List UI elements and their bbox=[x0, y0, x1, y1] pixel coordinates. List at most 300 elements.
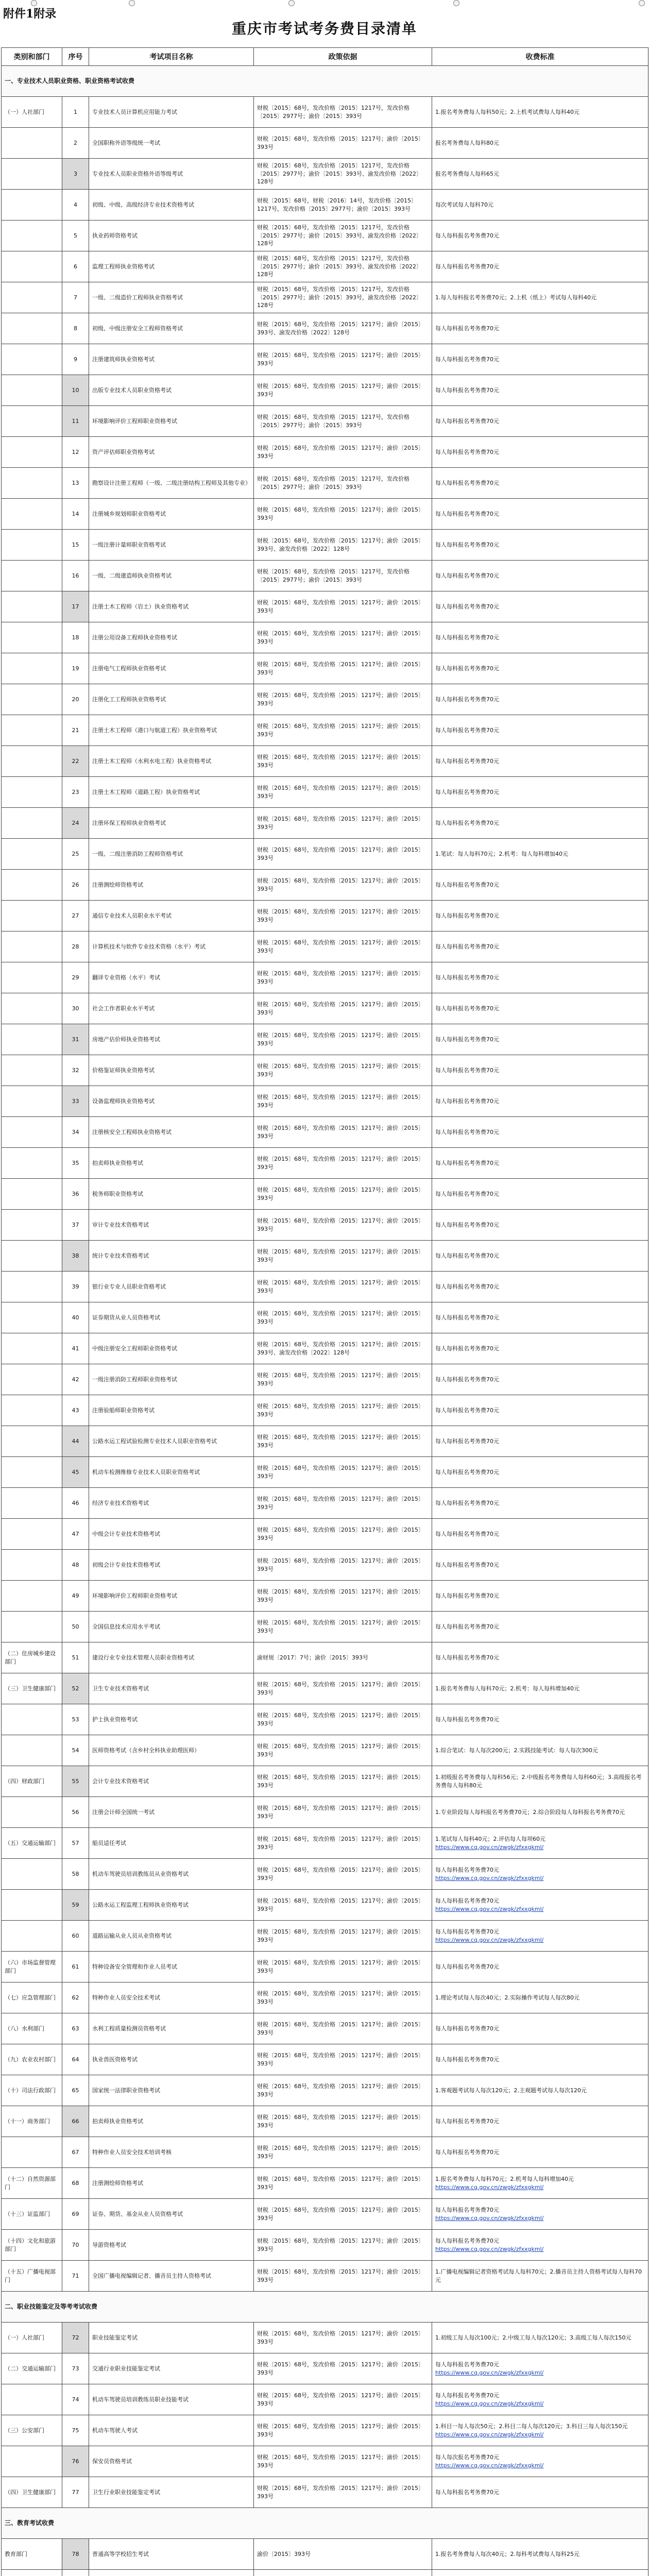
table-row bbox=[2, 1890, 648, 1921]
exam-name-cell bbox=[89, 2013, 254, 2044]
table-row bbox=[2, 653, 648, 684]
policy-basis-cell bbox=[254, 221, 432, 251]
fee-standard-cell-text: 每人每科报名考务费70元 bbox=[435, 510, 499, 517]
exam-name-cell bbox=[89, 344, 254, 375]
category-cell bbox=[2, 1766, 62, 1797]
column-handle-icon[interactable] bbox=[639, 0, 645, 6]
exam-name-cell bbox=[89, 1024, 254, 1055]
exam-name-cell bbox=[89, 653, 254, 684]
policy-link[interactable]: https://www.cq.gov.cn/zwgk/zfxxgkml/ bbox=[435, 2400, 544, 2407]
exam-name-cell bbox=[89, 2261, 254, 2292]
fee-standard-cell-text: 1.每人每科报名考务费70元；2.上机（纸上）考试每人每科40元 bbox=[435, 294, 596, 301]
seq-cell bbox=[62, 2106, 89, 2137]
exam-name-cell bbox=[89, 1272, 254, 1302]
policy-basis-cell-text: 财税〔2015〕68号，发改价格〔2015〕1217号；渝价〔2015〕393号 bbox=[257, 1001, 424, 1016]
table-row bbox=[2, 437, 648, 468]
seq-cell bbox=[62, 2446, 89, 2477]
policy-basis-cell bbox=[254, 746, 432, 777]
policy-basis-cell bbox=[254, 2013, 432, 2044]
fee-standard-cell bbox=[432, 1519, 648, 1550]
seq-cell-text: 18 bbox=[72, 634, 79, 641]
fee-standard-cell bbox=[432, 1735, 648, 1766]
policy-basis-cell bbox=[254, 1210, 432, 1241]
fee-standard-cell bbox=[432, 1890, 648, 1921]
policy-basis-cell-text: 财税〔2015〕68号，发改价格〔2015〕1217号；渝价〔2015〕393号 bbox=[257, 939, 424, 954]
fee-standard-cell bbox=[432, 715, 648, 746]
exam-name-cell bbox=[89, 1673, 254, 1704]
policy-link[interactable]: https://www.cq.gov.cn/zwgk/zfxxgkml/ bbox=[435, 1874, 544, 1882]
policy-basis-cell-text: 财税〔2015〕68号，发改价格〔2015〕1217号，发改价格〔2015〕2977号；渝价〔2015〕393号 bbox=[257, 104, 409, 120]
exam-name-cell-text: 普通高等学校招生考试 bbox=[92, 2550, 149, 2557]
exam-name-cell bbox=[89, 128, 254, 159]
policy-basis-cell bbox=[254, 1612, 432, 1642]
category-cell bbox=[2, 808, 62, 839]
exam-name-cell-text: 公路水运工程监理工程师执业资格考试 bbox=[92, 1901, 189, 1908]
seq-cell-text: 50 bbox=[72, 1623, 79, 1630]
policy-basis-cell-text: 财税〔2015〕68号，发改价格〔2015〕1217号，发改价格〔2015〕2977号；渝价〔2015〕393号 bbox=[257, 413, 409, 429]
policy-basis-cell bbox=[254, 159, 432, 190]
policy-basis-cell-text: 财税〔2015〕68号，发改价格〔2015〕1217号；渝价〔2015〕393号 bbox=[257, 1681, 424, 1696]
seq-cell bbox=[62, 221, 89, 251]
fee-standard-cell bbox=[432, 282, 648, 313]
fee-standard-cell bbox=[432, 1550, 648, 1581]
exam-name-cell bbox=[89, 1828, 254, 1859]
fee-standard-cell bbox=[432, 591, 648, 622]
fee-standard-cell-text: 每人每科报名考务费70元 bbox=[435, 1314, 499, 1321]
fee-standard-cell bbox=[432, 1024, 648, 1055]
exam-name-cell bbox=[89, 159, 254, 190]
seq-cell bbox=[62, 2539, 89, 2570]
exam-name-cell bbox=[89, 468, 254, 499]
exam-name-cell bbox=[89, 2539, 254, 2570]
seq-cell-text: 27 bbox=[72, 912, 79, 919]
fee-standard-cell bbox=[432, 2570, 648, 2576]
fee-standard-cell-text: 每人每科报名考务费70元 bbox=[435, 2148, 499, 2156]
policy-basis-cell bbox=[254, 808, 432, 839]
category-cell bbox=[2, 282, 62, 313]
exam-name-cell bbox=[89, 313, 254, 344]
policy-basis-cell-text: 财税〔2015〕68号，发改价格〔2015〕1217号，发改价格〔2015〕2977号；渝价〔2015〕393号、渝发改价格〔2022〕128号 bbox=[257, 255, 422, 278]
seq-cell bbox=[62, 1488, 89, 1519]
fee-standard-cell-text: 每人每科报名考务费70元 bbox=[435, 1283, 499, 1290]
category-cell bbox=[2, 128, 62, 159]
category-cell bbox=[2, 221, 62, 251]
seq-cell bbox=[62, 2384, 89, 2415]
exam-name-cell bbox=[89, 1148, 254, 1179]
exam-name-cell bbox=[89, 251, 254, 282]
policy-basis-cell-text: 财税〔2015〕68号，发改价格〔2015〕1217号；渝价〔2015〕393号 bbox=[257, 1835, 424, 1851]
fee-standard-cell-text: 1.笔试每人每科40元；2.评估每人每项60元 bbox=[435, 1835, 545, 1842]
exam-name-cell bbox=[89, 1302, 254, 1333]
policy-link[interactable]: https://www.cq.gov.cn/zwgk/zfxxgkml/ bbox=[435, 2245, 544, 2252]
table-row bbox=[2, 1550, 648, 1581]
fee-standard-cell-text: 每人每科报名考务费70元 bbox=[435, 1128, 499, 1136]
table-row bbox=[2, 159, 648, 190]
category-cell bbox=[2, 777, 62, 808]
fee-standard-cell bbox=[432, 561, 648, 591]
policy-link[interactable]: https://www.cq.gov.cn/zwgk/zfxxgkml/ bbox=[435, 1905, 544, 1912]
fee-standard-cell bbox=[432, 2446, 648, 2477]
seq-cell-text: 62 bbox=[72, 1994, 79, 2001]
policy-basis-cell-text: 财税〔2015〕68号，财税〔2016〕14号，发改价格〔2015〕1217号，发改价格〔2015〕2977号；渝价〔2015〕393号 bbox=[257, 197, 417, 212]
policy-basis-cell-text: 财税〔2015〕68号，发改价格〔2015〕1217号；渝价〔2015〕393号 bbox=[257, 2330, 424, 2345]
category-cell bbox=[2, 2013, 62, 2044]
category-cell bbox=[2, 1581, 62, 1612]
policy-basis-cell bbox=[254, 561, 432, 591]
policy-basis-cell bbox=[254, 128, 432, 159]
table-row bbox=[2, 375, 648, 406]
policy-basis-cell-text: 财税〔2015〕68号，发改价格〔2015〕1217号；渝价〔2015〕393号 bbox=[257, 1990, 424, 2005]
policy-basis-cell bbox=[254, 901, 432, 931]
category-cell bbox=[2, 1612, 62, 1642]
fee-standard-cell bbox=[432, 375, 648, 406]
exam-name-cell bbox=[89, 97, 254, 128]
fee-standard-cell-text: 每人每科报名考务费70元 bbox=[435, 1190, 499, 1197]
table-row bbox=[2, 530, 648, 561]
category-cell-text: （三）公安部门 bbox=[5, 2427, 44, 2434]
fee-standard-cell-text: 1.综合笔试：每人每次200元；2.实践技能考试：每人每次300元 bbox=[435, 1747, 598, 1754]
policy-basis-cell bbox=[254, 1241, 432, 1272]
table-row bbox=[2, 1241, 648, 1272]
seq-cell-text: 4 bbox=[74, 201, 77, 208]
category-cell bbox=[2, 839, 62, 870]
fee-standard-cell-text: 每人每科报名考务费70元 bbox=[435, 417, 499, 425]
category-cell bbox=[2, 2106, 62, 2137]
column-handle-icon[interactable] bbox=[453, 0, 459, 6]
policy-link[interactable]: https://www.cq.gov.cn/zwgk/zfxxgkml/ bbox=[435, 2369, 544, 2376]
policy-basis-cell-text: 财税〔2015〕68号，发改价格〔2015〕1217号；渝价〔2015〕393号 bbox=[257, 1773, 424, 1789]
fee-standard-cell-text: 每人每科报名考务费70元 bbox=[435, 1345, 499, 1352]
table-body bbox=[2, 66, 648, 2576]
table-row bbox=[2, 591, 648, 622]
policy-link[interactable]: https://www.cq.gov.cn/zwgk/zfxxgkml/ bbox=[435, 1843, 544, 1851]
policy-basis-cell-text: 财税〔2015〕68号，发改价格〔2015〕1217号；渝价〔2015〕393号 bbox=[257, 351, 424, 367]
table-row bbox=[2, 2446, 648, 2477]
policy-link[interactable]: https://www.cq.gov.cn/zwgk/zfxxgkml/ bbox=[435, 2431, 544, 2438]
table-row bbox=[2, 2013, 648, 2044]
fee-standard-cell bbox=[432, 1581, 648, 1612]
policy-basis-cell bbox=[254, 2415, 432, 2446]
policy-basis-cell-text: 渝财规〔2017〕7号；渝价〔2015〕393号 bbox=[257, 1654, 368, 1661]
seq-cell-text: 72 bbox=[72, 2334, 79, 2341]
fee-standard-cell bbox=[432, 1179, 648, 1210]
seq-cell bbox=[62, 715, 89, 746]
policy-basis-cell bbox=[254, 1272, 432, 1302]
category-cell bbox=[2, 1395, 62, 1426]
category-cell bbox=[2, 2415, 62, 2446]
table-row bbox=[2, 2199, 648, 2230]
fee-standard-cell-text: 每人每科报名考务费70元 bbox=[435, 1928, 499, 1935]
table-row bbox=[2, 251, 648, 282]
policy-basis-cell-text: 财税〔2015〕68号，发改价格〔2015〕1217号；渝价〔2015〕393号 bbox=[257, 506, 424, 521]
seq-cell bbox=[62, 1859, 89, 1890]
table-row bbox=[2, 1055, 648, 1086]
exam-name-cell-text: 注册电气工程师执业资格考试 bbox=[92, 665, 166, 672]
exam-name-cell bbox=[89, 2477, 254, 2508]
fee-standard-cell-text: 每人每科报名考务费70元 bbox=[435, 2237, 499, 2244]
fee-standard-cell bbox=[432, 901, 648, 931]
table-row bbox=[2, 1982, 648, 2013]
policy-basis-cell-text: 财税〔2015〕68号，发改价格〔2015〕1217号；渝价〔2015〕393号 bbox=[257, 1804, 424, 1820]
exam-name-cell-text: 注册土木工程师（道路工程）执业资格考试 bbox=[92, 788, 200, 795]
exam-name-cell bbox=[89, 1766, 254, 1797]
column-handle-icon[interactable] bbox=[288, 0, 295, 6]
policy-basis-cell bbox=[254, 870, 432, 901]
policy-basis-cell-text: 财税〔2015〕68号，发改价格〔2015〕1217号；渝价〔2015〕393号 bbox=[257, 1310, 424, 1325]
fee-standard-cell bbox=[432, 622, 648, 653]
seq-cell-text: 33 bbox=[72, 1097, 79, 1105]
exam-name-cell-text: 经济专业技术资格考试 bbox=[92, 1499, 149, 1506]
table-row bbox=[2, 684, 648, 715]
fee-standard-cell bbox=[432, 1117, 648, 1148]
seq-cell-text: 29 bbox=[72, 974, 79, 981]
table-row bbox=[2, 1704, 648, 1735]
policy-basis-cell bbox=[254, 2477, 432, 2508]
exam-name-cell-text: 注册城乡规划师职业资格考试 bbox=[92, 510, 166, 517]
fee-standard-cell bbox=[432, 1828, 648, 1859]
category-cell bbox=[2, 437, 62, 468]
exam-name-cell-text: 环境影响评价工程师职业资格考试 bbox=[92, 1592, 177, 1599]
seq-cell-text: 34 bbox=[72, 1128, 79, 1136]
section-row bbox=[2, 66, 648, 97]
fee-standard-cell bbox=[432, 468, 648, 499]
exam-name-cell-text: 注册验船师职业资格考试 bbox=[92, 1406, 155, 1414]
exam-name-cell-text: 出版专业技术人员职业资格考试 bbox=[92, 386, 172, 394]
seq-cell bbox=[62, 839, 89, 870]
policy-basis-cell bbox=[254, 2199, 432, 2230]
policy-basis-cell bbox=[254, 1642, 432, 1673]
exam-name-cell-text: 注册土木工程师（水利水电工程）执业资格考试 bbox=[92, 757, 211, 765]
category-cell bbox=[2, 1797, 62, 1828]
policy-basis-cell-text: 财税〔2015〕68号，发改价格〔2015〕1217号；渝价〔2015〕393号 bbox=[257, 2021, 424, 2036]
table-row bbox=[2, 97, 648, 128]
exam-name-cell-text: 环境影响评价工程师职业资格考试 bbox=[92, 417, 177, 425]
fee-standard-cell-text: 每人每科报名考务费70元 bbox=[435, 572, 499, 579]
seq-cell bbox=[62, 1302, 89, 1333]
fee-standard-cell-text: 每人每科报名考务费70元 bbox=[435, 943, 499, 950]
category-cell-text: （五）交通运输部门 bbox=[5, 1839, 56, 1846]
policy-basis-cell bbox=[254, 1952, 432, 1982]
policy-basis-cell bbox=[254, 1117, 432, 1148]
policy-basis-cell-text: 财税〔2015〕68号，发改价格〔2015〕1217号；渝价〔2015〕393号 bbox=[257, 753, 424, 769]
table-row bbox=[2, 128, 648, 159]
seq-cell-text: 65 bbox=[72, 2087, 79, 2094]
exam-name-cell-text: 勘察设计注册工程师（一级、二级注册结构工程师及其他专业） bbox=[92, 479, 251, 486]
seq-cell bbox=[62, 2323, 89, 2353]
seq-cell-text: 1 bbox=[74, 108, 77, 115]
fee-standard-cell-text: 每人每科报名考务费70元 bbox=[435, 2025, 499, 2032]
exam-name-cell-text: 一级、二级造价工程师执业资格考试 bbox=[92, 294, 183, 301]
exam-name-cell bbox=[89, 375, 254, 406]
table-row bbox=[2, 2415, 648, 2446]
fee-standard-cell-text: 每人每科报名考务费70元 bbox=[435, 1561, 499, 1568]
table-row bbox=[2, 962, 648, 993]
fee-standard-cell-text: 每人每科报名考务费70元 bbox=[435, 263, 499, 270]
seq-cell-text: 60 bbox=[72, 1932, 79, 1939]
fee-standard-cell-text: 每人每科报名考务费70元 bbox=[435, 448, 499, 455]
category-cell bbox=[2, 1890, 62, 1921]
policy-basis-cell-text: 财税〔2015〕68号，发改价格〔2015〕1217号；渝价〔2015〕393号 bbox=[257, 1526, 424, 1541]
category-cell bbox=[2, 1333, 62, 1364]
seq-cell bbox=[62, 282, 89, 313]
table-row bbox=[2, 406, 648, 437]
seq-cell-text: 63 bbox=[72, 2025, 79, 2032]
category-cell-text: 教育部门 bbox=[5, 2550, 27, 2557]
category-cell bbox=[2, 1828, 62, 1859]
fee-standard-cell-text: 报名考务费每人每科80元 bbox=[435, 139, 499, 146]
exam-name-cell bbox=[89, 499, 254, 530]
seq-cell bbox=[62, 530, 89, 561]
category-cell bbox=[2, 375, 62, 406]
seq-cell bbox=[62, 2168, 89, 2199]
fee-standard-cell bbox=[432, 777, 648, 808]
category-cell-text: （十）司法行政部门 bbox=[5, 2087, 56, 2094]
policy-basis-cell bbox=[254, 962, 432, 993]
fee-standard-cell bbox=[432, 808, 648, 839]
seq-cell bbox=[62, 499, 89, 530]
seq-cell-text: 13 bbox=[72, 479, 79, 486]
policy-basis-cell bbox=[254, 530, 432, 561]
exam-name-cell-text: 审计专业技术资格考试 bbox=[92, 1221, 149, 1228]
policy-basis-cell-text: 财税〔2015〕68号，发改价格〔2015〕1217号；渝价〔2015〕393号 bbox=[257, 1588, 424, 1603]
exam-name-cell bbox=[89, 2199, 254, 2230]
fee-standard-cell-text: 1.理论考试每人每次40元；2.实际操作考试每人每次80元 bbox=[435, 1994, 579, 2001]
exam-name-cell-text: 公路水运工程试验检测专业技术人员职业资格考试 bbox=[92, 1437, 217, 1445]
policy-basis-cell bbox=[254, 1766, 432, 1797]
exam-name-cell-text: 船员适任考试 bbox=[92, 1839, 126, 1846]
exam-name-cell bbox=[89, 931, 254, 962]
exam-name-cell-text: 初级、中级注册安全工程师资格考试 bbox=[92, 325, 183, 332]
fee-standard-cell-text: 每人每科报名考务费70元 bbox=[435, 1376, 499, 1383]
fee-standard-cell-text: 1.报名考务费每人每科70元；2.机考每人每科增加40元 bbox=[435, 2175, 574, 2182]
section-row bbox=[2, 2508, 648, 2539]
category-cell bbox=[2, 251, 62, 282]
policy-basis-cell bbox=[254, 468, 432, 499]
fee-standard-cell bbox=[432, 2106, 648, 2137]
policy-basis-cell bbox=[254, 1921, 432, 1952]
seq-cell-text: 2 bbox=[74, 139, 77, 146]
policy-link[interactable]: https://www.cq.gov.cn/zwgk/zfxxgkml/ bbox=[435, 2183, 544, 2191]
exam-name-cell bbox=[89, 2323, 254, 2353]
fee-standard-cell bbox=[432, 97, 648, 128]
seq-cell-text: 11 bbox=[72, 417, 79, 425]
exam-name-cell bbox=[89, 1457, 254, 1488]
policy-basis-cell bbox=[254, 839, 432, 870]
policy-basis-cell-text: 财税〔2015〕68号，发改价格〔2015〕1217号；渝价〔2015〕393号 bbox=[257, 2484, 424, 2500]
fee-standard-cell bbox=[432, 1982, 648, 2013]
exam-name-cell-text: 全国职称外语等级统一考试 bbox=[92, 139, 160, 146]
fee-standard-cell-text: 每人每科报名考务费70元 bbox=[435, 1005, 499, 1012]
table-row bbox=[2, 2137, 648, 2168]
fee-standard-cell-text: 每人每科报名考务费70元 bbox=[435, 1221, 499, 1228]
seq-cell-text: 6 bbox=[74, 263, 77, 270]
policy-basis-cell bbox=[254, 1457, 432, 1488]
exam-name-cell bbox=[89, 746, 254, 777]
exam-name-cell bbox=[89, 1612, 254, 1642]
exam-name-cell-text: 导游资格考试 bbox=[92, 2241, 126, 2248]
category-cell bbox=[2, 1055, 62, 1086]
fee-standard-cell-text: 每人每科报名考务费70元 bbox=[435, 788, 499, 795]
policy-basis-cell-text: 财税〔2015〕68号，发改价格〔2015〕1217号；渝价〔2015〕393号 bbox=[257, 1433, 424, 1449]
seq-cell bbox=[62, 344, 89, 375]
seq-cell bbox=[62, 1117, 89, 1148]
fee-standard-cell-text: 每人每科报名考务费70元 bbox=[435, 2392, 499, 2399]
policy-basis-cell-text: 财税〔2015〕68号，发改价格〔2015〕1217号；渝价〔2015〕393号 bbox=[257, 877, 424, 892]
policy-basis-cell bbox=[254, 1890, 432, 1921]
exam-name-cell-text: 统计专业技术资格考试 bbox=[92, 1252, 149, 1259]
exam-name-cell bbox=[89, 1982, 254, 2013]
fee-standard-cell-text: 每人每科报名考务费70元 bbox=[435, 325, 499, 332]
category-cell bbox=[2, 313, 62, 344]
exam-name-cell bbox=[89, 870, 254, 901]
policy-basis-cell-text: 渝价〔2015〕393号 bbox=[257, 2550, 311, 2557]
fee-standard-cell bbox=[432, 1488, 648, 1519]
category-cell bbox=[2, 1024, 62, 1055]
exam-name-cell bbox=[89, 1581, 254, 1612]
fee-standard-cell bbox=[432, 2044, 648, 2075]
policy-basis-cell bbox=[254, 1395, 432, 1426]
fee-standard-cell bbox=[432, 2539, 648, 2570]
exam-name-cell bbox=[89, 1488, 254, 1519]
seq-cell bbox=[62, 591, 89, 622]
seq-cell-text: 40 bbox=[72, 1314, 79, 1321]
seq-cell bbox=[62, 746, 89, 777]
category-cell bbox=[2, 2477, 62, 2508]
category-cell bbox=[2, 870, 62, 901]
exam-name-cell bbox=[89, 1952, 254, 1982]
category-cell bbox=[2, 715, 62, 746]
policy-link[interactable]: https://www.cq.gov.cn/zwgk/zfxxgkml/ bbox=[435, 2462, 544, 2469]
policy-link[interactable]: https://www.cq.gov.cn/zwgk/zfxxgkml/ bbox=[435, 2214, 544, 2222]
fee-standard-cell bbox=[432, 2199, 648, 2230]
seq-cell bbox=[62, 1581, 89, 1612]
exam-name-cell-text: 全国广播电视编辑记者、播音员主持人资格考试 bbox=[92, 2272, 211, 2279]
attachment-label: 附件1附录 bbox=[3, 7, 57, 21]
fee-standard-cell-text: 每人每科报名考务费70元 bbox=[435, 386, 499, 394]
seq-cell bbox=[62, 97, 89, 128]
policy-basis-cell bbox=[254, 1735, 432, 1766]
exam-name-cell-text: 护士执业资格考试 bbox=[92, 1716, 138, 1723]
policy-basis-cell bbox=[254, 2570, 432, 2576]
fee-standard-cell-text: 每人每科报名考务费70元 bbox=[435, 1036, 499, 1043]
fee-standard-cell bbox=[432, 1241, 648, 1272]
table-row bbox=[2, 499, 648, 530]
seq-cell bbox=[62, 190, 89, 221]
category-cell bbox=[2, 1272, 62, 1302]
exam-name-cell-text: 注册核安全工程师执业资格考试 bbox=[92, 1128, 172, 1136]
seq-cell bbox=[62, 1024, 89, 1055]
exam-name-cell-text: 中级注册安全工程师职业资格考试 bbox=[92, 1345, 177, 1352]
fee-standard-cell-text: 每人每科报名考务费70元 bbox=[435, 665, 499, 672]
category-cell-text: （十一）商务部门 bbox=[5, 2117, 50, 2125]
seq-cell bbox=[62, 777, 89, 808]
policy-basis-cell bbox=[254, 1333, 432, 1364]
seq-cell bbox=[62, 2415, 89, 2446]
seq-cell bbox=[62, 313, 89, 344]
policy-link[interactable]: https://www.cq.gov.cn/zwgk/zfxxgkml/ bbox=[435, 1936, 544, 1943]
exam-name-cell-text: 道路运输从业人员从业资格考试 bbox=[92, 1932, 172, 1939]
seq-cell-text: 67 bbox=[72, 2148, 79, 2156]
table-row bbox=[2, 1797, 648, 1828]
column-handle-icon[interactable] bbox=[129, 0, 135, 6]
seq-cell-text: 24 bbox=[72, 819, 79, 826]
exam-name-cell bbox=[89, 684, 254, 715]
seq-cell-text: 56 bbox=[72, 1808, 79, 1816]
exam-name-cell-text: 计算机技术与软件专业技术资格（水平）考试 bbox=[92, 943, 206, 950]
policy-basis-cell bbox=[254, 282, 432, 313]
exam-name-cell-text: 特种设备安全管理和作业人员考试 bbox=[92, 1963, 177, 1970]
policy-basis-cell bbox=[254, 1704, 432, 1735]
